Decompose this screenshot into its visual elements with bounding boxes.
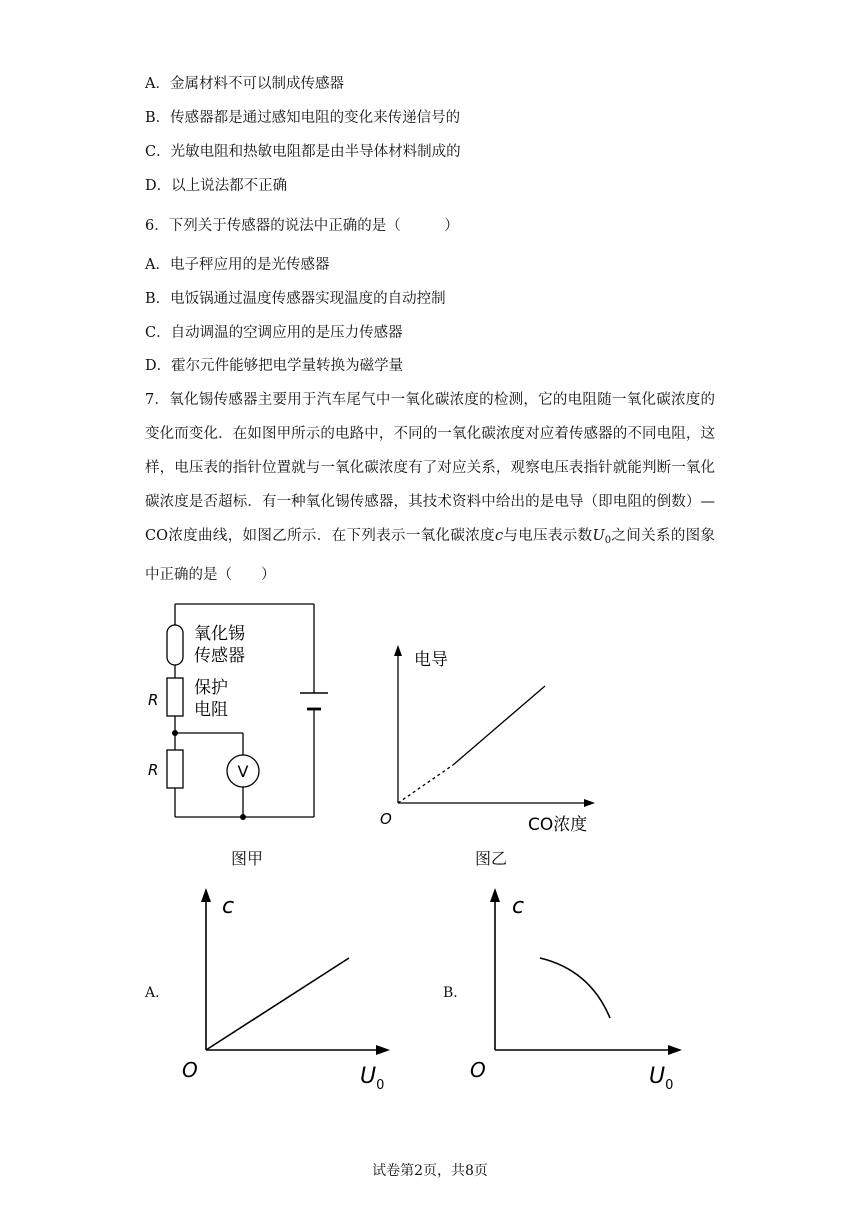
q6-option-d: D．霍尔元件能够把电学量转换为磁学量 — [145, 358, 404, 374]
conductance-graph — [370, 640, 610, 840]
choice-b-x-label — [649, 1064, 673, 1093]
q7-stem — [145, 383, 715, 592]
q5-option-b: B．传感器都是通过感知电阻的变化来传递信号的 — [145, 110, 461, 126]
resistor-label-bottom: R — [148, 761, 159, 779]
choice-a-x-sub: 0 — [376, 1078, 385, 1093]
fig-jia-caption: 图甲 — [231, 849, 264, 868]
fig-yi-caption: 图乙 — [475, 849, 508, 868]
choice-a-origin: O — [182, 1058, 198, 1082]
q7-stem-part3: 之间关系的图象中正确的是（ ） — [145, 528, 716, 583]
sensor-label-line1: 氧化锡 — [194, 624, 245, 644]
choice-b-x-main: U — [649, 1064, 666, 1089]
choice-a-x-main: U — [360, 1064, 377, 1089]
origin-label: O — [380, 810, 392, 828]
choice-b-curve — [540, 958, 610, 1018]
junction-dot — [240, 814, 246, 820]
choice-a-graph — [175, 880, 405, 1100]
bottom-resistor — [167, 750, 183, 788]
choice-a-label: A． — [145, 985, 170, 1001]
q7-stem-part2: 与电压表示数 — [503, 528, 593, 544]
protection-resistor — [167, 678, 183, 716]
choice-b-graph — [465, 880, 695, 1100]
q7-var-u: U — [592, 528, 605, 544]
q7-stem-part1: 7．氧化锡传感器主要用于汽车尾气中一氧化碳浓度的检测，它的电阻随一氧化碳浓度的变化而变化．在如图甲所示的电路中，不同的一氧化碳浓度对应着传感器的不同电阻，这样，电压表的指针位置就与一氧化碳浓度有了对应关系，观察电压表指针就能判断一氧化碳浓度是否超标．有一种氧化锡传感器，其技术资料中给出的是电导（即电阻的倒数）—CO浓度曲线，如图乙所示．在下列表示一氧化碳浓度 — [145, 392, 715, 544]
choice-a-x-label — [360, 1064, 384, 1093]
q7-var-c: c — [494, 528, 504, 544]
choice-a-y-label: c — [222, 894, 235, 919]
conductance-line-dashed — [398, 765, 453, 803]
protect-label-line2: 电阻 — [194, 700, 228, 720]
choice-b-y-label: c — [512, 894, 525, 919]
x-axis-label: CO浓度 — [528, 815, 588, 835]
resistor-label-top: R — [148, 691, 159, 709]
protect-label-line1: 保护 — [194, 678, 228, 698]
y-axis-label: 电导 — [414, 650, 448, 670]
y-arrow — [394, 645, 402, 656]
conductance-line-solid — [453, 686, 545, 765]
q6-option-a: A．电子秤应用的是光传感器 — [145, 257, 330, 273]
choice-a-line — [206, 958, 349, 1050]
page-footer: 试卷第2页，共8页 — [372, 1163, 488, 1179]
choice-b-label: B． — [443, 985, 468, 1001]
q6-option-b: B．电饭锅通过温度传感器实现温度的自动控制 — [145, 291, 446, 307]
junction-dot — [172, 730, 178, 736]
sensor-symbol — [167, 625, 183, 665]
q6-option-c: C．自动调温的空调应用的是压力传感器 — [145, 325, 403, 341]
choice-b-origin: O — [470, 1058, 486, 1082]
q5-option-a: A．金属材料不可以制成传感器 — [145, 76, 344, 92]
q5-option-d: D．以上说法都不正确 — [145, 178, 288, 194]
circuit-diagram — [130, 590, 350, 870]
x-arrow — [584, 799, 595, 807]
sensor-label-line2: 传感器 — [194, 646, 245, 666]
q5-option-c: C．光敏电阻和热敏电阻都是由半导体材料制成的 — [145, 144, 461, 160]
q7-var-u-sub: 0 — [604, 535, 612, 546]
choice-b-x-sub: 0 — [665, 1078, 674, 1093]
voltmeter-label: V — [237, 762, 249, 781]
q6-stem: 6．下列关于传感器的说法中正确的是（ ） — [145, 218, 459, 234]
